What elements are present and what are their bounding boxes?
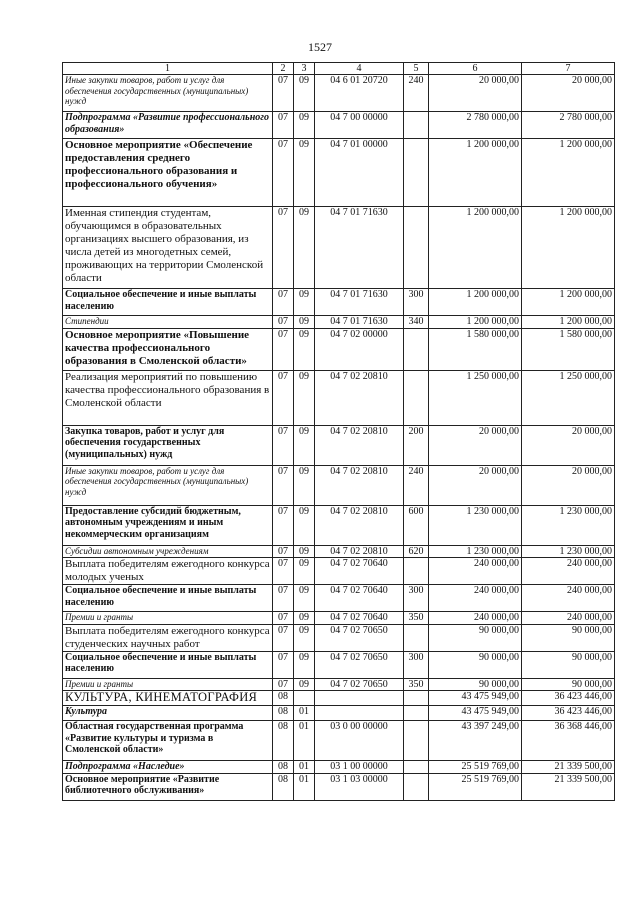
table-row bbox=[63, 505, 615, 545]
section-code-cell: 07 bbox=[273, 465, 294, 505]
amount-col7-cell: 1 200 000,00 bbox=[522, 139, 615, 207]
subsection-code-cell: 09 bbox=[294, 289, 315, 316]
table-row bbox=[63, 207, 615, 289]
table-row bbox=[63, 624, 615, 651]
item-name-cell: Стипендии bbox=[63, 316, 273, 329]
table-row bbox=[63, 691, 615, 706]
table-row bbox=[63, 651, 615, 678]
expense-type-cell: 200 bbox=[404, 425, 429, 465]
section-code-cell: 07 bbox=[273, 75, 294, 112]
table-row bbox=[63, 328, 615, 370]
expense-type-cell: 600 bbox=[404, 505, 429, 545]
amount-col6-cell: 1 200 000,00 bbox=[429, 207, 522, 289]
expense-type-cell: 300 bbox=[404, 289, 429, 316]
section-code-cell: 07 bbox=[273, 207, 294, 289]
subsection-code-cell: 09 bbox=[294, 207, 315, 289]
item-name-cell: Основное мероприятие «Повышение качества профессионального образования в Смоленской области» bbox=[63, 328, 273, 370]
section-code-cell: 07 bbox=[273, 612, 294, 625]
expense-type-cell: 620 bbox=[404, 545, 429, 558]
section-code-cell: 07 bbox=[273, 558, 294, 585]
table-row bbox=[63, 678, 615, 691]
amount-col6-cell: 25 519 769,00 bbox=[429, 761, 522, 774]
subsection-code-cell: 09 bbox=[294, 112, 315, 139]
header-cell-6: 6 bbox=[429, 63, 522, 75]
subsection-code-cell: 01 bbox=[294, 773, 315, 800]
amount-col6-cell: 20 000,00 bbox=[429, 425, 522, 465]
expense-type-cell bbox=[404, 624, 429, 651]
expense-type-cell: 240 bbox=[404, 75, 429, 112]
item-name-cell: Подпрограмма «Наследие» bbox=[63, 761, 273, 774]
table-row bbox=[63, 425, 615, 465]
section-code-cell: 07 bbox=[273, 585, 294, 612]
amount-col7-cell: 1 230 000,00 bbox=[522, 545, 615, 558]
target-article-cell: 04 7 02 20810 bbox=[315, 545, 404, 558]
table-row bbox=[63, 465, 615, 505]
item-name-cell: Основное мероприятие «Развитие библиотечного обслуживания» bbox=[63, 773, 273, 800]
amount-col6-cell: 43 475 949,00 bbox=[429, 691, 522, 706]
target-article-cell bbox=[315, 706, 404, 721]
table-row bbox=[63, 316, 615, 329]
section-code-cell: 07 bbox=[273, 370, 294, 425]
amount-col7-cell: 240 000,00 bbox=[522, 585, 615, 612]
expense-type-cell: 300 bbox=[404, 585, 429, 612]
expense-type-cell bbox=[404, 721, 429, 761]
subsection-code-cell bbox=[294, 691, 315, 706]
amount-col7-cell: 21 339 500,00 bbox=[522, 773, 615, 800]
expense-type-cell: 240 bbox=[404, 465, 429, 505]
amount-col7-cell: 36 423 446,00 bbox=[522, 691, 615, 706]
item-name-cell: Премии и гранты bbox=[63, 612, 273, 625]
item-name-cell: Субсидии автономным учреждениям bbox=[63, 545, 273, 558]
table-row bbox=[63, 706, 615, 721]
budget-table bbox=[62, 62, 615, 801]
expense-type-cell bbox=[404, 706, 429, 721]
expense-type-cell: 350 bbox=[404, 678, 429, 691]
item-name-cell: Выплата победителям ежегодного конкурса студенческих научных работ bbox=[63, 624, 273, 651]
table-row bbox=[63, 75, 615, 112]
header-cell-2: 2 bbox=[273, 63, 294, 75]
expense-type-cell bbox=[404, 139, 429, 207]
target-article-cell: 04 7 02 20810 bbox=[315, 425, 404, 465]
table-row bbox=[63, 139, 615, 207]
table-row bbox=[63, 545, 615, 558]
amount-col6-cell: 1 580 000,00 bbox=[429, 328, 522, 370]
item-name-cell: Именная стипендия студентам, обучающимся в образовательных организациях высшего образования, из числа детей из многодетных семей, проживающих на территории Смоленской области bbox=[63, 207, 273, 289]
target-article-cell: 04 7 02 00000 bbox=[315, 328, 404, 370]
amount-col6-cell: 90 000,00 bbox=[429, 624, 522, 651]
expense-type-cell bbox=[404, 761, 429, 774]
item-name-cell: Премии и гранты bbox=[63, 678, 273, 691]
target-article-cell: 04 7 02 70640 bbox=[315, 612, 404, 625]
amount-col6-cell: 90 000,00 bbox=[429, 651, 522, 678]
header-cell-4: 4 bbox=[315, 63, 404, 75]
section-code-cell: 08 bbox=[273, 706, 294, 721]
subsection-code-cell: 09 bbox=[294, 316, 315, 329]
table-row bbox=[63, 773, 615, 800]
item-name-cell: Подпрограмма «Развитие профессионального образования» bbox=[63, 112, 273, 139]
amount-col7-cell: 1 200 000,00 bbox=[522, 207, 615, 289]
subsection-code-cell: 09 bbox=[294, 612, 315, 625]
target-article-cell: 04 7 02 70650 bbox=[315, 624, 404, 651]
item-name-cell: Социальное обеспечение и иные выплаты населению bbox=[63, 289, 273, 316]
item-name-cell: КУЛЬТУРА, КИНЕМАТОГРАФИЯ bbox=[63, 691, 273, 706]
target-article-cell: 04 7 02 70650 bbox=[315, 651, 404, 678]
item-name-cell: Иные закупки товаров, работ и услуг для обеспечения государственных (муниципальных) нужд bbox=[63, 75, 273, 112]
subsection-code-cell: 01 bbox=[294, 706, 315, 721]
subsection-code-cell: 09 bbox=[294, 328, 315, 370]
target-article-cell: 04 7 02 70650 bbox=[315, 678, 404, 691]
amount-col7-cell: 1 200 000,00 bbox=[522, 316, 615, 329]
amount-col6-cell: 240 000,00 bbox=[429, 558, 522, 585]
amount-col6-cell: 43 475 949,00 bbox=[429, 706, 522, 721]
table-row bbox=[63, 761, 615, 774]
amount-col7-cell: 20 000,00 bbox=[522, 425, 615, 465]
subsection-code-cell: 09 bbox=[294, 370, 315, 425]
item-name-cell: Социальное обеспечение и иные выплаты населению bbox=[63, 585, 273, 612]
target-article-cell: 04 7 02 70640 bbox=[315, 558, 404, 585]
item-name-cell: Реализация мероприятий по повышению качества профессионального образования в Смоленской области bbox=[63, 370, 273, 425]
item-name-cell: Культура bbox=[63, 706, 273, 721]
expense-type-cell bbox=[404, 112, 429, 139]
table-row bbox=[63, 612, 615, 625]
amount-col7-cell: 1 580 000,00 bbox=[522, 328, 615, 370]
section-code-cell: 07 bbox=[273, 425, 294, 465]
expense-type-cell: 300 bbox=[404, 651, 429, 678]
target-article-cell: 04 7 02 20810 bbox=[315, 465, 404, 505]
subsection-code-cell: 09 bbox=[294, 624, 315, 651]
target-article-cell: 04 7 01 00000 bbox=[315, 139, 404, 207]
target-article-cell: 04 7 00 00000 bbox=[315, 112, 404, 139]
amount-col6-cell: 20 000,00 bbox=[429, 465, 522, 505]
amount-col6-cell: 43 397 249,00 bbox=[429, 721, 522, 761]
amount-col6-cell: 1 250 000,00 bbox=[429, 370, 522, 425]
section-code-cell: 07 bbox=[273, 289, 294, 316]
subsection-code-cell: 09 bbox=[294, 585, 315, 612]
target-article-cell: 03 1 00 00000 bbox=[315, 761, 404, 774]
subsection-code-cell: 09 bbox=[294, 139, 315, 207]
header-row bbox=[63, 63, 615, 75]
expense-type-cell bbox=[404, 328, 429, 370]
subsection-code-cell: 01 bbox=[294, 721, 315, 761]
amount-col7-cell: 1 250 000,00 bbox=[522, 370, 615, 425]
table-row bbox=[63, 558, 615, 585]
amount-col6-cell: 1 230 000,00 bbox=[429, 505, 522, 545]
amount-col7-cell: 21 339 500,00 bbox=[522, 761, 615, 774]
amount-col6-cell: 20 000,00 bbox=[429, 75, 522, 112]
amount-col6-cell: 25 519 769,00 bbox=[429, 773, 522, 800]
expense-type-cell bbox=[404, 691, 429, 706]
amount-col6-cell: 1 230 000,00 bbox=[429, 545, 522, 558]
page-number: 1527 bbox=[308, 40, 332, 54]
subsection-code-cell: 09 bbox=[294, 75, 315, 112]
amount-col7-cell: 240 000,00 bbox=[522, 558, 615, 585]
subsection-code-cell: 09 bbox=[294, 465, 315, 505]
target-article-cell bbox=[315, 691, 404, 706]
amount-col7-cell: 240 000,00 bbox=[522, 612, 615, 625]
amount-col7-cell: 1 230 000,00 bbox=[522, 505, 615, 545]
expense-type-cell: 340 bbox=[404, 316, 429, 329]
amount-col7-cell: 90 000,00 bbox=[522, 624, 615, 651]
subsection-code-cell: 09 bbox=[294, 505, 315, 545]
amount-col6-cell: 2 780 000,00 bbox=[429, 112, 522, 139]
target-article-cell: 03 1 03 00000 bbox=[315, 773, 404, 800]
table-row bbox=[63, 289, 615, 316]
section-code-cell: 07 bbox=[273, 678, 294, 691]
target-article-cell: 04 7 01 71630 bbox=[315, 316, 404, 329]
item-name-cell: Социальное обеспечение и иные выплаты населению bbox=[63, 651, 273, 678]
table-row bbox=[63, 585, 615, 612]
expense-type-cell bbox=[404, 207, 429, 289]
table-row bbox=[63, 721, 615, 761]
item-name-cell: Областная государственная программа «Развитие культуры и туризма в Смоленской области» bbox=[63, 721, 273, 761]
target-article-cell: 04 7 02 20810 bbox=[315, 370, 404, 425]
section-code-cell: 07 bbox=[273, 624, 294, 651]
target-article-cell: 04 6 01 20720 bbox=[315, 75, 404, 112]
item-name-cell: Основное мероприятие «Обеспечение предоставления среднего профессионального образования и профессионального обучения» bbox=[63, 139, 273, 207]
expense-type-cell bbox=[404, 558, 429, 585]
amount-col7-cell: 90 000,00 bbox=[522, 678, 615, 691]
section-code-cell: 08 bbox=[273, 691, 294, 706]
item-name-cell: Выплата победителям ежегодного конкурса молодых ученых bbox=[63, 558, 273, 585]
amount-col6-cell: 1 200 000,00 bbox=[429, 139, 522, 207]
amount-col7-cell: 90 000,00 bbox=[522, 651, 615, 678]
expense-type-cell bbox=[404, 370, 429, 425]
section-code-cell: 07 bbox=[273, 316, 294, 329]
subsection-code-cell: 09 bbox=[294, 545, 315, 558]
header-cell-3: 3 bbox=[294, 63, 315, 75]
amount-col7-cell: 1 200 000,00 bbox=[522, 289, 615, 316]
item-name-cell: Иные закупки товаров, работ и услуг для обеспечения государственных (муниципальных) нужд bbox=[63, 465, 273, 505]
subsection-code-cell: 09 bbox=[294, 651, 315, 678]
subsection-code-cell: 01 bbox=[294, 761, 315, 774]
expense-type-cell: 350 bbox=[404, 612, 429, 625]
section-code-cell: 08 bbox=[273, 773, 294, 800]
amount-col6-cell: 1 200 000,00 bbox=[429, 289, 522, 316]
amount-col7-cell: 36 423 446,00 bbox=[522, 706, 615, 721]
expense-type-cell bbox=[404, 773, 429, 800]
section-code-cell: 07 bbox=[273, 651, 294, 678]
section-code-cell: 07 bbox=[273, 545, 294, 558]
header-cell-7: 7 bbox=[522, 63, 615, 75]
target-article-cell: 04 7 02 70640 bbox=[315, 585, 404, 612]
target-article-cell: 04 7 01 71630 bbox=[315, 207, 404, 289]
section-code-cell: 07 bbox=[273, 505, 294, 545]
amount-col7-cell: 20 000,00 bbox=[522, 75, 615, 112]
subsection-code-cell: 09 bbox=[294, 558, 315, 585]
section-code-cell: 07 bbox=[273, 139, 294, 207]
section-code-cell: 07 bbox=[273, 112, 294, 139]
table-row bbox=[63, 370, 615, 425]
section-code-cell: 07 bbox=[273, 328, 294, 370]
subsection-code-cell: 09 bbox=[294, 425, 315, 465]
amount-col7-cell: 2 780 000,00 bbox=[522, 112, 615, 139]
amount-col6-cell: 240 000,00 bbox=[429, 612, 522, 625]
target-article-cell: 03 0 00 00000 bbox=[315, 721, 404, 761]
amount-col6-cell: 1 200 000,00 bbox=[429, 316, 522, 329]
amount-col7-cell: 36 368 446,00 bbox=[522, 721, 615, 761]
target-article-cell: 04 7 02 20810 bbox=[315, 505, 404, 545]
target-article-cell: 04 7 01 71630 bbox=[315, 289, 404, 316]
item-name-cell: Закупка товаров, работ и услуг для обеспечения государственных (муниципальных) нужд bbox=[63, 425, 273, 465]
table-row bbox=[63, 112, 615, 139]
header-cell-5: 5 bbox=[404, 63, 429, 75]
subsection-code-cell: 09 bbox=[294, 678, 315, 691]
item-name-cell: Предоставление субсидий бюджетным, автономным учреждениям и иным некоммерческим организациям bbox=[63, 505, 273, 545]
amount-col6-cell: 90 000,00 bbox=[429, 678, 522, 691]
amount-col7-cell: 20 000,00 bbox=[522, 465, 615, 505]
header-cell-1: 1 bbox=[63, 63, 273, 75]
section-code-cell: 08 bbox=[273, 721, 294, 761]
amount-col6-cell: 240 000,00 bbox=[429, 585, 522, 612]
section-code-cell: 08 bbox=[273, 761, 294, 774]
